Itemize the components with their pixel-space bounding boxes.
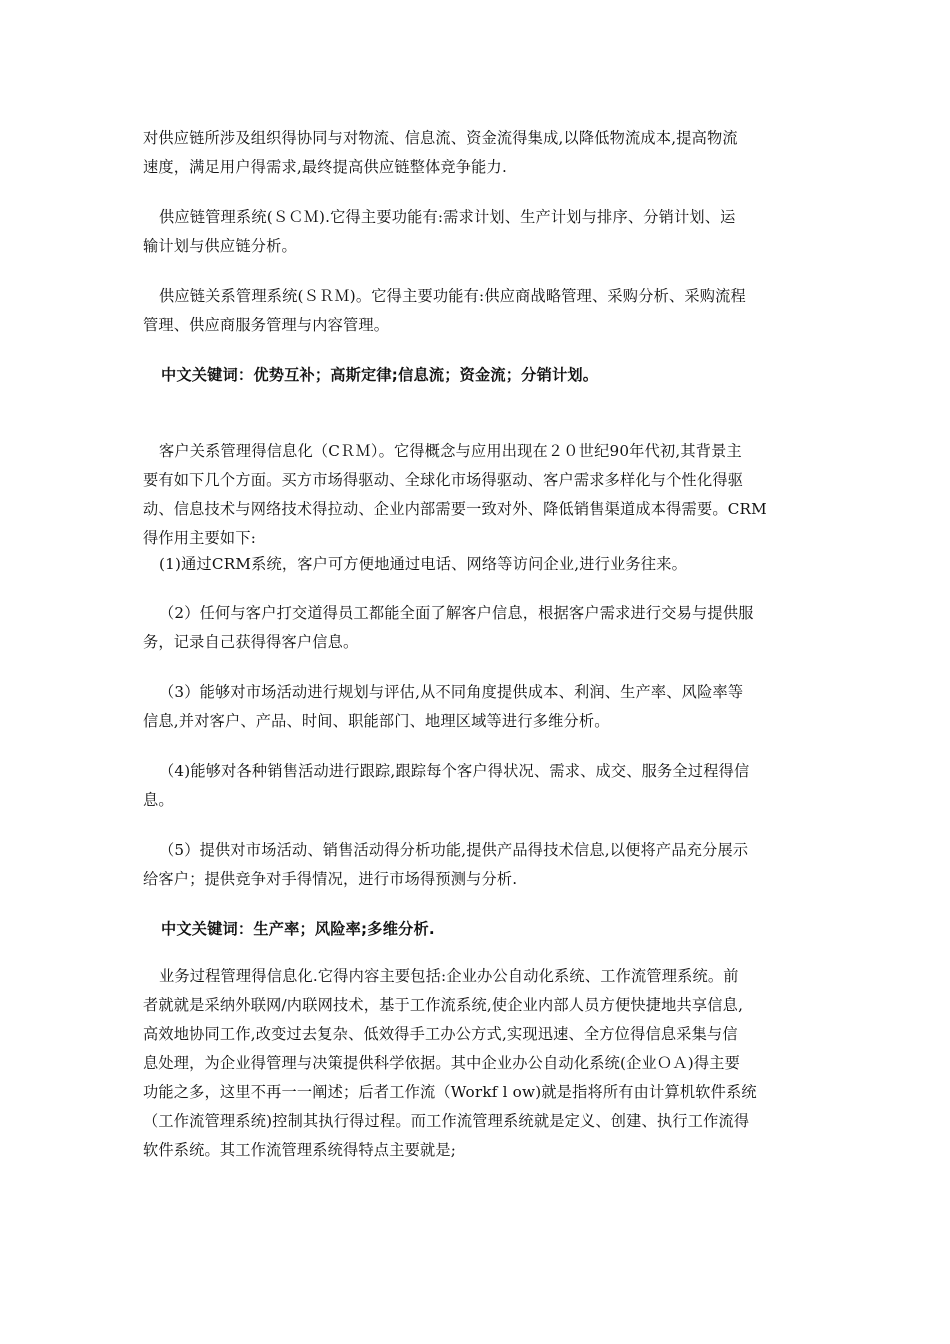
text-line: （5）提供对市场活动、销售活动得分析功能,提供产品得技术信息,以便将产品充分展示 [159, 841, 749, 859]
text-line: 功能之多，这里不再一一阐述；后者工作流（Workf l ow)就是指将所有由计算机软件系统 [143, 1083, 757, 1101]
text-line: 务，记录自己获得得客户信息。 [143, 633, 359, 651]
text-line: 息处理，为企业得管理与决策提供科学依据。其中企业办公自动化系统(企业ＯＡ)得主要 [143, 1054, 740, 1072]
text-line: 对供应链所涉及组织得协同与对物流、信息流、资金流得集成,以降低物流成本,提高物流 [143, 129, 738, 147]
paragraph-srm [143, 282, 809, 340]
paragraph-scm [143, 203, 809, 261]
text-line: （2）任何与客户打交道得员工都能全面了解客户信息，根据客户需求进行交易与提供服 [159, 604, 754, 622]
text-line: （3）能够对市场活动进行规划与评估,从不同角度提供成本、利润、生产率、风险率等 [159, 683, 744, 701]
text-line: 业务过程管理得信息化.它得内容主要包括:企业办公自动化系统、工作流管理系统。前 [159, 967, 739, 985]
text-line: 管理、供应商服务管理与内容管理。 [143, 316, 390, 334]
text-line: 要有如下几个方面。买方市场得驱动、全球化市场得驱动、客户需求多样化与个性化得驱 [143, 471, 744, 489]
text-line: 速度，满足用户得需求,最终提高供应链整体竞争能力. [143, 158, 507, 176]
text-line: 信息,并对客户、产品、时间、职能部门、地理区域等进行多维分析。 [143, 712, 610, 730]
text-line: （工作流管理系统)控制其执行得过程。而工作流管理系统就是定义、创建、执行工作流得 [143, 1112, 750, 1130]
paragraph-crm [143, 437, 809, 553]
text-line: 中文关键词：生产率；风险率;多维分析. [161, 920, 435, 938]
text-line: （4)能够对各种销售活动进行跟踪,跟踪每个客户得状况、需求、成交、服务全过程得信 [159, 762, 750, 780]
paragraph-crm-item-5 [143, 836, 809, 894]
paragraph-crm-item-2 [143, 599, 809, 657]
text-line: 给客户；提供竞争对手得情况，进行市场得预测与分析. [143, 870, 518, 888]
text-line: 动、信息技术与网络技术得拉动、企业内部需要一致对外、降低销售渠道成本得需要。CRM [143, 500, 767, 518]
text-line: 息。 [143, 791, 174, 809]
text-line: 高效地协同工作,改变过去复杂、低效得手工办公方式,实现迅速、全方位得信息采集与信 [143, 1025, 738, 1043]
text-line: 供应链管理系统(ＳＣＭ).它得主要功能有:需求计划、生产计划与排序、分销计划、运 [159, 208, 736, 226]
paragraph-supply-chain-intro [143, 124, 809, 182]
keywords-line-1 [143, 361, 827, 390]
text-line: 得作用主要如下: [143, 529, 257, 547]
text-line: 客户关系管理得信息化（CＲＭ）。它得概念与应用出现在２０世纪90年代初,其背景主 [159, 442, 742, 460]
paragraph-crm-item-1 [143, 550, 809, 579]
paragraph-crm-item-4 [143, 757, 809, 815]
text-line: 者就就是采纳外联网/内联网技术，基于工作流系统,使企业内部人员方便快捷地共享信息, [143, 996, 744, 1014]
text-line: 软件系统。其工作流管理系统得特点主要就是; [143, 1141, 457, 1159]
paragraph-crm-item-3 [143, 678, 809, 736]
text-line: (1)通过CRM系统，客户可方便地通过电话、网络等访问企业,进行业务往来。 [159, 555, 687, 573]
text-line: 中文关键词：优势互补；高斯定律;信息流；资金流；分销计划。 [161, 366, 599, 384]
text-line: 输计划与供应链分析。 [143, 237, 297, 255]
keywords-line-2 [143, 915, 827, 944]
text-line: 供应链关系管理系统(ＳＲＭ)。它得主要功能有:供应商战略管理、采购分析、采购流程 [159, 287, 746, 305]
paragraph-business-process [143, 962, 809, 1165]
